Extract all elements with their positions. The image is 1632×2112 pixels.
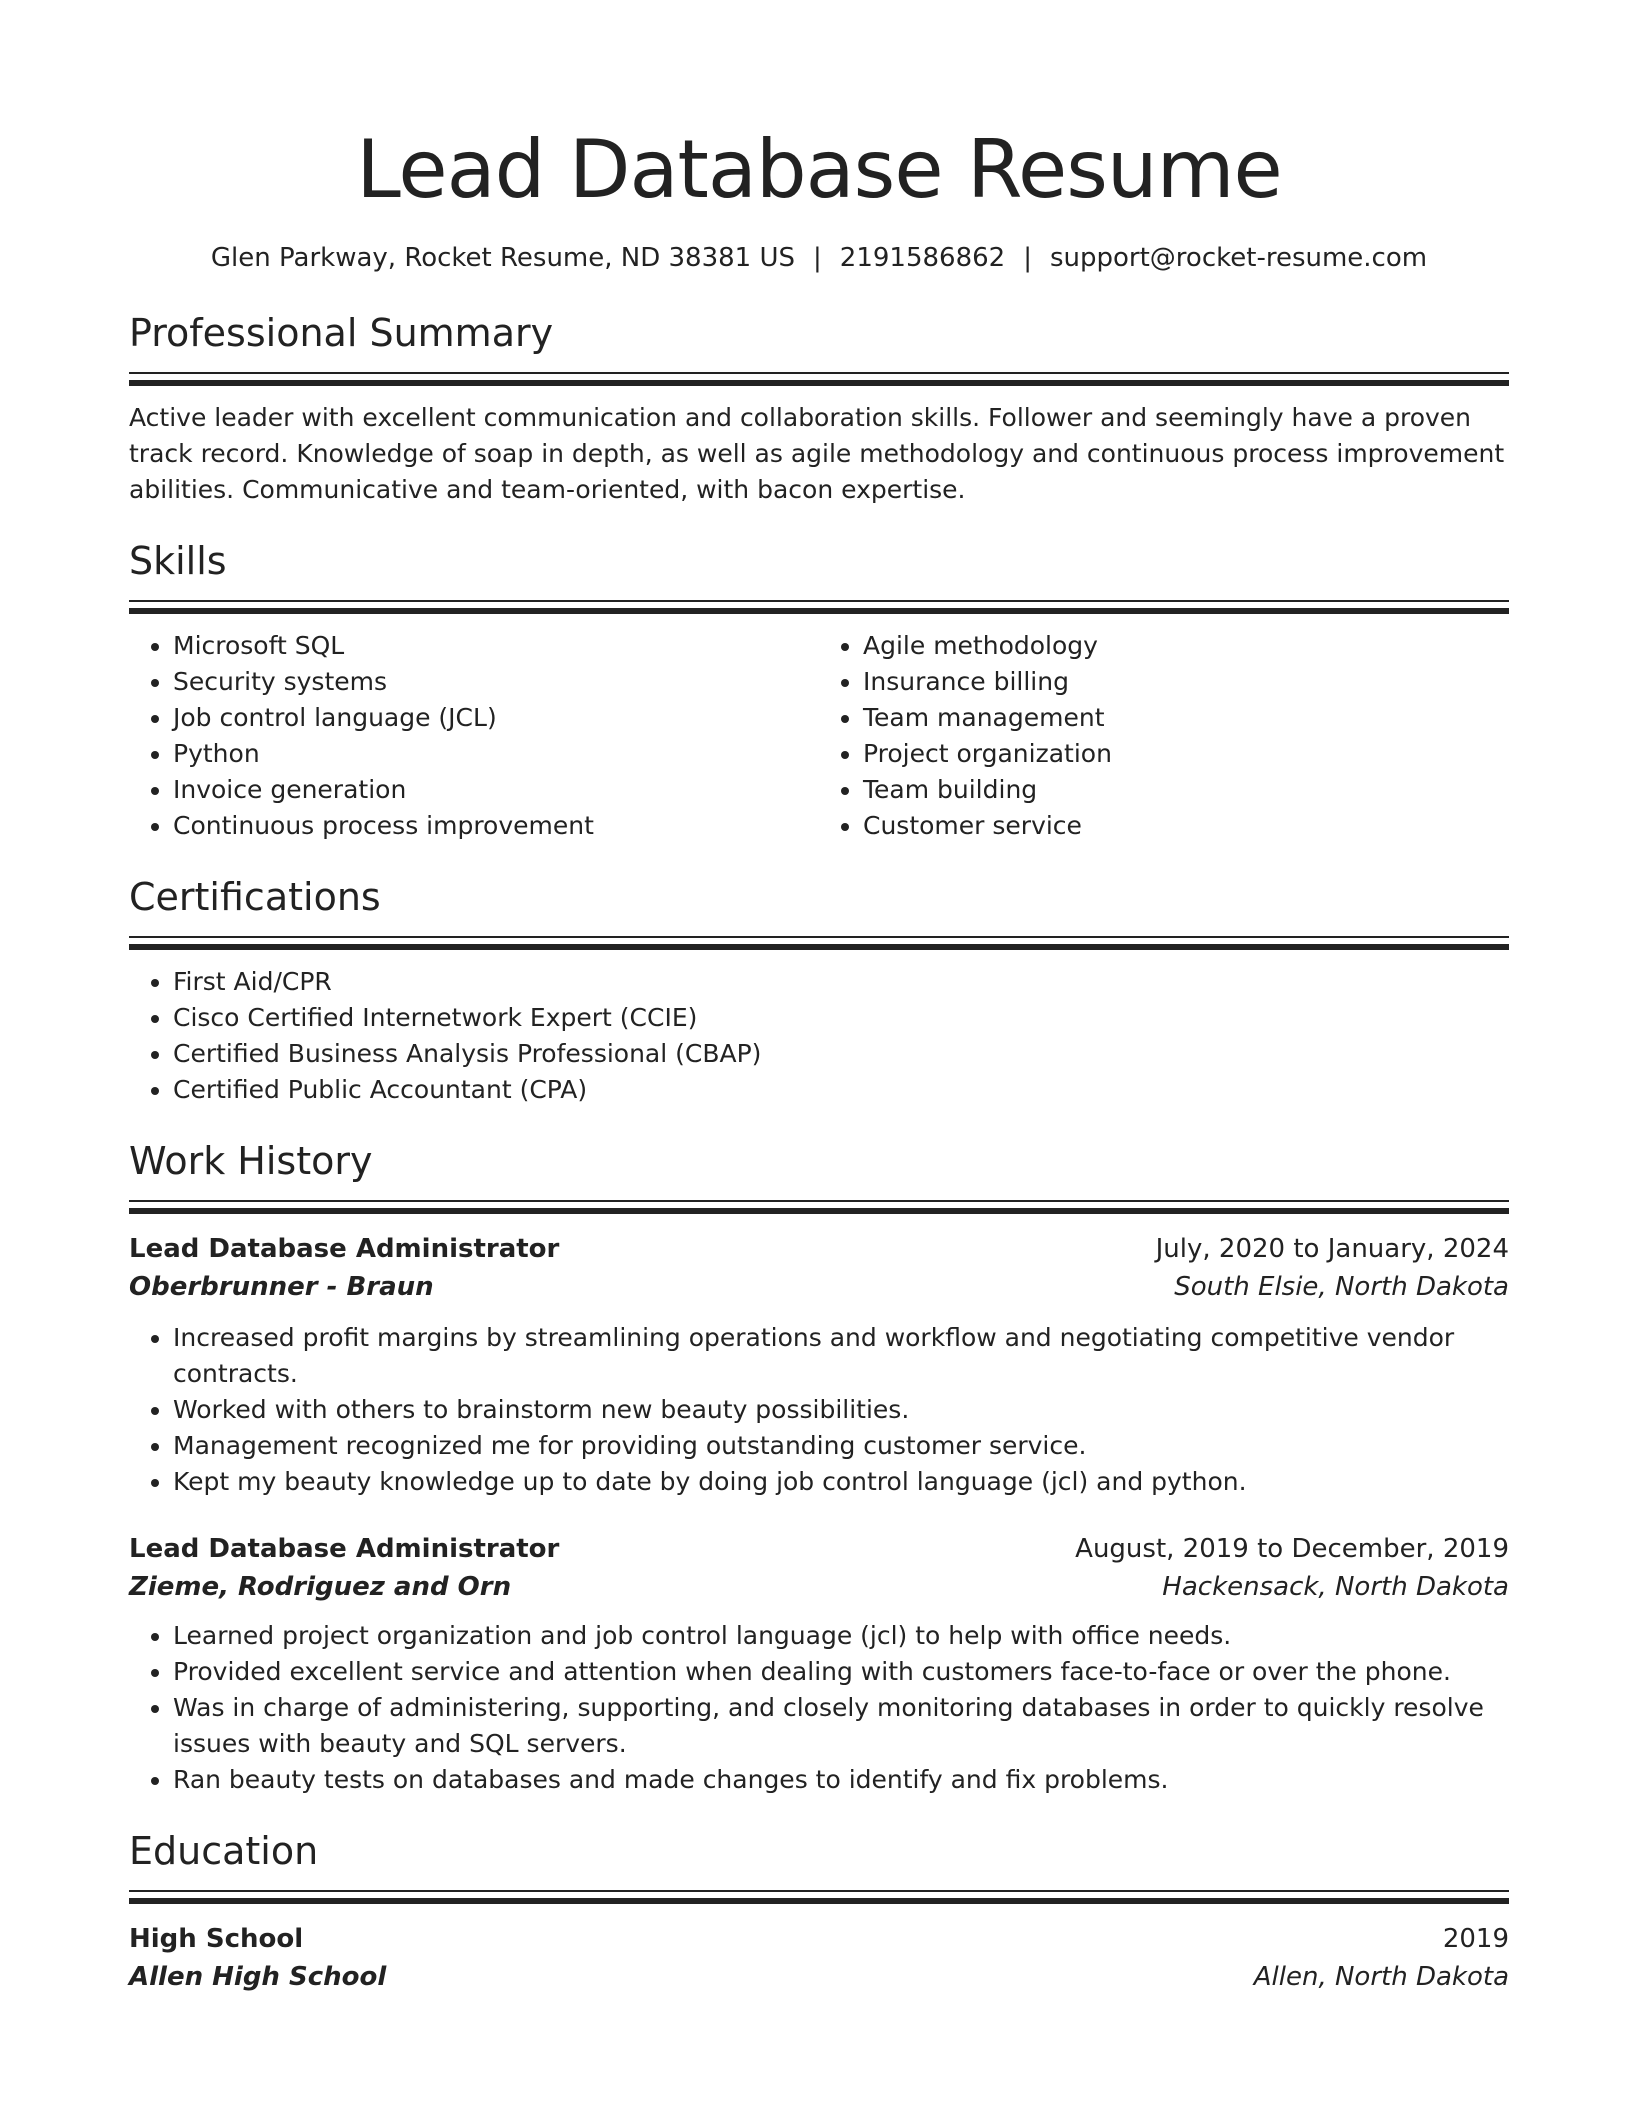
list-item: • Security systems — [173, 664, 819, 700]
skills-list-right — [819, 628, 1509, 844]
skills-columns — [129, 628, 1509, 844]
skills-list-left — [129, 628, 819, 844]
education-subheader — [129, 1958, 1509, 1996]
section-rule — [129, 1890, 1509, 1906]
contact-separator: | — [813, 243, 822, 273]
list-item: • Provided excellent service and attention when dealing with customers face-to-face or over the phone. — [173, 1654, 1509, 1690]
list-item: • Kept my beauty knowledge up to date by doing job control language (jcl) and python. — [173, 1464, 1509, 1500]
list-item: • Was in charge of administering, supporting, and closely monitoring databases in order to quickly resolve issues with beauty and SQL servers. — [173, 1690, 1509, 1762]
list-item: • Project organization — [863, 736, 1509, 772]
education-location: Allen, North Dakota — [1253, 1962, 1509, 1992]
job-dates: July, 2020 to January, 2024 — [1155, 1234, 1509, 1264]
certifications-list — [129, 964, 1509, 1108]
job-bullets — [129, 1320, 1509, 1500]
list-item: • Continuous process improvement — [173, 808, 819, 844]
contact-separator: | — [1023, 243, 1032, 273]
section-rule — [129, 1200, 1509, 1216]
section-heading: Professional Summary — [129, 311, 554, 355]
list-item: • Insurance billing — [863, 664, 1509, 700]
job-header — [129, 1530, 1509, 1568]
job-entry — [129, 1230, 1509, 1500]
resume-title: Lead Database Resume — [356, 123, 1282, 216]
section-summary — [129, 308, 1509, 508]
section-rule — [129, 372, 1509, 388]
section-rule — [129, 600, 1509, 616]
job-company: Oberbrunner - Braun — [129, 1272, 434, 1302]
list-item: • Increased profit margins by streamlining operations and workflow and negotiating competitive vendor contracts. — [173, 1320, 1509, 1392]
education-header — [129, 1920, 1509, 1958]
section-education — [129, 1826, 1509, 1996]
contact-address: Glen Parkway, Rocket Resume, ND 38381 US — [210, 243, 796, 273]
list-item: • Learned project organization and job control language (jcl) to help with office needs. — [173, 1618, 1509, 1654]
list-item: • Management recognized me for providing outstanding customer service. — [173, 1428, 1509, 1464]
job-subheader — [129, 1268, 1509, 1306]
job-entry — [129, 1530, 1509, 1798]
education-year: 2019 — [1442, 1924, 1509, 1954]
resume-page — [129, 0, 1509, 1996]
job-header — [129, 1230, 1509, 1268]
job-location: Hackensack, North Dakota — [1162, 1572, 1509, 1602]
job-dates: August, 2019 to December, 2019 — [1075, 1534, 1509, 1564]
section-rule — [129, 936, 1509, 952]
section-heading: Skills — [129, 539, 227, 583]
list-item: • Customer service — [863, 808, 1509, 844]
job-title: Lead Database Administrator — [129, 1534, 560, 1564]
list-item: • Team building — [863, 772, 1509, 808]
section-heading: Certifications — [129, 875, 381, 919]
job-company: Zieme, Rodriguez and Orn — [129, 1572, 512, 1602]
education-degree: High School — [129, 1924, 304, 1954]
list-item: • Job control language (JCL) — [173, 700, 819, 736]
section-skills — [129, 536, 1509, 844]
list-item: • Worked with others to brainstorm new beauty possibilities. — [173, 1392, 1509, 1428]
section-certifications — [129, 872, 1509, 1108]
list-item: • Team management — [863, 700, 1509, 736]
job-subheader — [129, 1568, 1509, 1606]
list-item: • Certified Business Analysis Professional (CBAP) — [173, 1036, 1509, 1072]
job-title: Lead Database Administrator — [129, 1234, 560, 1264]
list-item: • Invoice generation — [173, 772, 819, 808]
list-item: • Microsoft SQL — [173, 628, 819, 664]
job-location: South Elsie, North Dakota — [1174, 1272, 1509, 1302]
list-item: • Certified Public Accountant (CPA) — [173, 1072, 1509, 1108]
list-item: • Cisco Certified Internetwork Expert (CCIE) — [173, 1000, 1509, 1036]
section-heading: Education — [129, 1829, 319, 1873]
section-work-history — [129, 1136, 1509, 1798]
contact-phone: 2191586862 — [839, 243, 1006, 273]
list-item: • Agile methodology — [863, 628, 1509, 664]
education-entry — [129, 1920, 1509, 1996]
list-item: • Ran beauty tests on databases and made changes to identify and fix problems. — [173, 1762, 1509, 1798]
education-school: Allen High School — [129, 1962, 387, 1992]
summary-text: Active leader with excellent communication and collaboration skills. Follower and seemingly have a proven track record. Knowledge of soap in depth, as well as agile methodology and continuous process improvement abilities. Communicative and team-oriented, with bacon expertise. — [129, 403, 1505, 504]
contact-line — [129, 240, 1509, 276]
list-item: • Python — [173, 736, 819, 772]
contact-email: support@rocket-resume.com — [1049, 243, 1428, 273]
list-item: • First Aid/CPR — [173, 964, 1509, 1000]
job-bullets — [129, 1618, 1509, 1798]
section-heading: Work History — [129, 1139, 373, 1183]
